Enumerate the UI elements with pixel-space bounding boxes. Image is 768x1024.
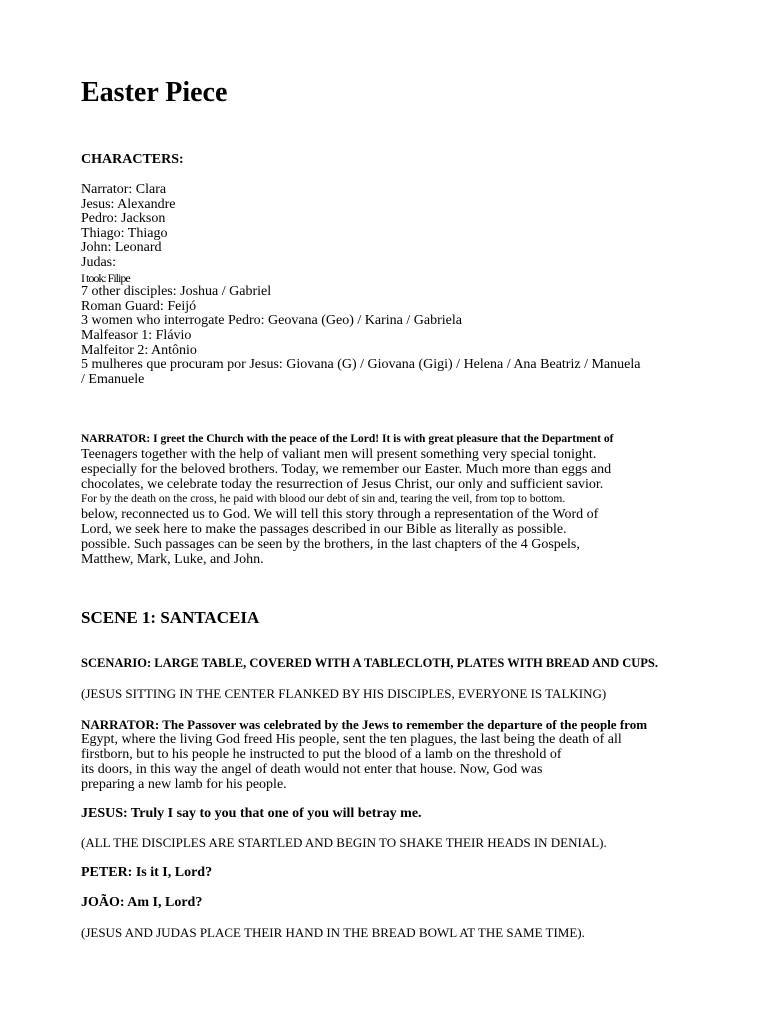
narrator-line: below, reconnected us to God. We will tell this story through a representation of the Word of [81,507,599,522]
jesus-dialogue: JESUS: Truly I say to you that one of you will betray me. [81,806,422,821]
narrator-line: NARRATOR: The Passover was celebrated by the Jews to remember the departure of the people from [81,717,648,732]
narrator-line: its doors, in this way the angel of death would not enter that house. Now, God was [81,762,543,777]
character-line: Jesus: Alexandre [81,196,176,212]
narrator-line: especially for the beloved brothers. Today, we remember our Easter. Much more than eggs and [81,462,612,477]
characters-heading: CHARACTERS: [81,152,184,167]
character-line: Judas: [81,254,116,270]
narrator-line: Teenagers together with the help of valiant men will present something very special tonight. [81,447,597,462]
narrator-line: chocolates, we celebrate today the resurrection of Jesus Christ, our only and sufficient savior. [81,477,604,492]
joao-dialogue: JOÃO: Am I, Lord? [81,895,203,910]
character-line: Narrator: Clara [81,182,167,197]
character-line: Malfeitor 2: Antônio [81,342,197,358]
stage-direction: (JESUS SITTING IN THE CENTER FLANKED BY HIS DISCIPLES, EVERYONE IS TALKING) [81,686,607,701]
scene-title: SCENE 1: SANTACEIA [81,608,260,627]
character-line: John: Leonard [81,240,162,256]
narrator-line: Egypt, where the living God freed His people, sent the ten plagues, the last being the death of all [81,732,622,747]
narrator-line: firstborn, but to his people he instructed to put the blood of a lamb on the threshold of [81,747,562,762]
character-line: 5 mulheres que procuram por Jesus: Giovana (G) / Giovana (Gigi) / Helena / Ana Beatriz / Manuela [81,357,641,373]
narrator-line: possible. Such passages can be seen by the brothers, in the last chapters of the 4 Gospels, [81,537,580,552]
narrator-line: preparing a new lamb for his people. [81,777,287,792]
stage-direction: (JESUS AND JUDAS PLACE THEIR HAND IN THE BREAD BOWL AT THE SAME TIME). [81,925,585,940]
scenario-text: SCENARIO: LARGE TABLE, COVERED WITH A TABLECLOTH, PLATES WITH BREAD AND CUPS. [81,656,658,670]
character-line: Thiago: Thiago [81,225,168,241]
stage-direction: (ALL THE DISCIPLES ARE STARTLED AND BEGIN TO SHAKE THEIR HEADS IN DENIAL). [81,835,607,850]
character-line: / Emanuele [81,371,145,387]
narrator-line: Lord, we seek here to make the passages described in our Bible as literally as possible. [81,522,567,537]
character-line: Roman Guard: Feijó [81,298,197,314]
character-line: 7 other disciples: Joshua / Gabriel [81,284,272,300]
narrator-line: Matthew, Mark, Luke, and John. [81,552,264,567]
character-line: 3 women who interrogate Pedro: Geovana (Geo) / Karina / Gabriela [81,313,462,329]
peter-dialogue: PETER: Is it I, Lord? [81,865,213,880]
narrator-line: For by the death on the cross, he paid with blood our debt of sin and, tearing the veil, from top to bottom. [81,493,566,505]
narrator-line: NARRATOR: I greet the Church with the peace of the Lord! It is with great pleasure that the Department of [81,433,614,445]
character-line: I took: Filipe [81,270,130,285]
document-title: Easter Piece [81,77,228,108]
narrator-intro [81,432,681,567]
narrator-passover [81,717,681,792]
character-line: Pedro: Jackson [81,211,166,227]
character-line: Malfeasor 1: Flávio [81,327,192,343]
characters-list [81,183,640,387]
